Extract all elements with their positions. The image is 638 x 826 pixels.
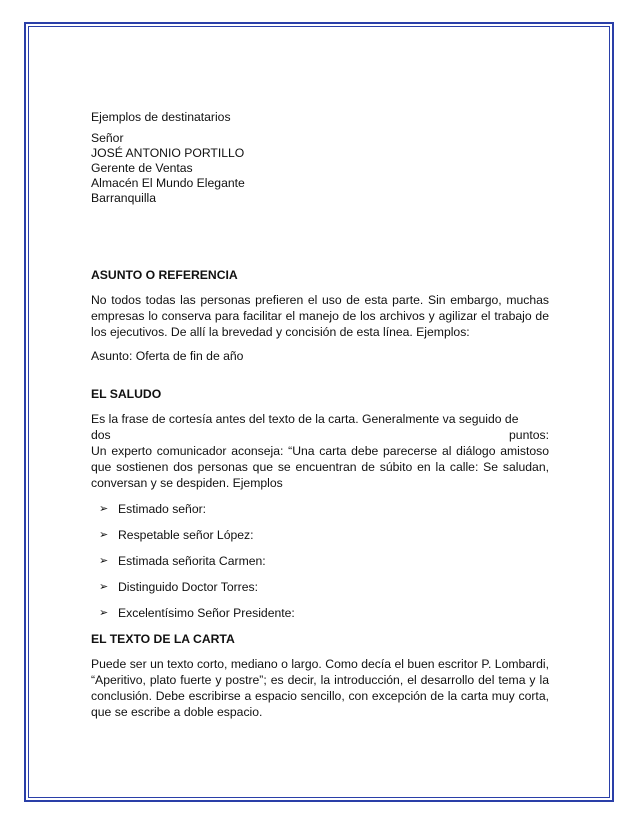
arrow-bullet-icon: ➢: [99, 503, 109, 515]
list-item: ➢ Estimado señor:: [99, 502, 207, 516]
arrow-bullet-icon: ➢: [99, 529, 109, 541]
saludo-line-1: Es la frase de cortesía antes del texto de la carta. Generalmente va seguido de: [91, 412, 519, 426]
arrow-bullet-icon: ➢: [99, 607, 109, 619]
asunto-paragraph: No todos todas las personas prefieren el uso de esta parte. Sin embargo, muchas empresas lo conserva para facilitar el manejo de los archivos y agilizar el trabajo de los ejecutivos. De allí la brevedad y concisión de esta línea. Ejemplos:: [91, 293, 549, 339]
texto-heading: EL TEXTO DE LA CARTA: [91, 632, 235, 646]
recipient-line: Señor: [91, 131, 124, 145]
saludo-examples-list: [91, 501, 549, 631]
texto-paragraph: Puede ser un texto corto, mediano o largo. Como decía el buen escritor P. Lombardi, “Aperitivo, plato fuerte y postre”; es decir, la introducción, el desarrollo del tema y la conclusión. Debe escribirse a espacio sencillo, con excepción de la carta muy corta, que se escribe a doble espacio.: [91, 657, 549, 719]
list-item: ➢ Respetable señor López:: [99, 528, 254, 542]
asunto-heading: ASUNTO O REFERENCIA: [91, 268, 238, 282]
saludo-puntos: puntos:: [509, 428, 549, 442]
list-item: ➢ Excelentísimo Señor Presidente:: [99, 606, 295, 620]
list-item: ➢ Distinguido Doctor Torres:: [99, 580, 258, 594]
arrow-bullet-icon: ➢: [99, 555, 109, 567]
saludo-dos: dos: [91, 428, 111, 442]
document-body: [91, 109, 549, 720]
arrow-bullet-icon: ➢: [99, 581, 109, 593]
recipient-block: [91, 131, 549, 206]
recipient-line: Gerente de Ventas: [91, 161, 193, 175]
saludo-paragraph: Un experto comunicador aconseja: “Una carta debe parecerse al diálogo amistoso que sostienen dos personas que se encuentran de súbito en la calle: Se saludan, conversan y se despiden. Ejemplos: [91, 444, 549, 490]
saludo-heading: EL SALUDO: [91, 387, 162, 401]
recipient-line: JOSÉ ANTONIO PORTILLO: [91, 146, 245, 160]
asunto-example: Asunto: Oferta de fin de año: [91, 349, 244, 363]
list-item: ➢ Estimada señorita Carmen:: [99, 554, 266, 568]
recipient-line: Barranquilla: [91, 191, 157, 205]
saludo-line-2: [91, 427, 549, 443]
recipient-line: Almacén El Mundo Elegante: [91, 176, 245, 190]
examples-heading: Ejemplos de destinatarios: [91, 110, 231, 124]
